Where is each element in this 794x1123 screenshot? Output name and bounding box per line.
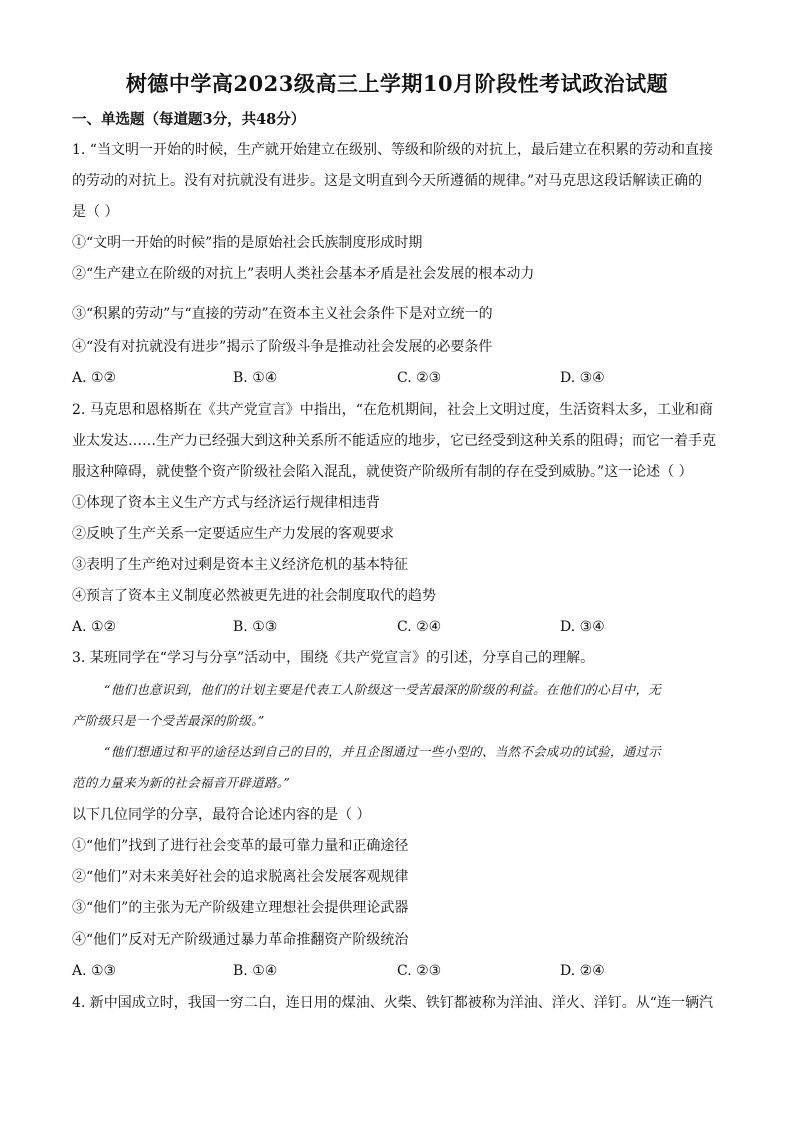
q2-statement-1: ①体现了资本主义生产方式与经济运行规律相违背 xyxy=(72,495,380,511)
q1-statement-1: ①“文明一开始的时候”指的是原始社会氏族制度形成时期 xyxy=(72,235,423,251)
q2-stem-line-1: 2. 马克思和恩格斯在《共产党宣言》中指出，“在危机期间，社会上文明过度，生活资料太多，工业和商 xyxy=(72,402,713,418)
q1-statement-2: ②“生产建立在阶级的对抗上”表明人类社会基本矛盾是社会发展的根本动力 xyxy=(72,266,535,282)
q3-stem: 3. 某班同学在“学习与分享”活动中，围绕《共产党宣言》的引述，分享自己的理解。 xyxy=(72,650,595,666)
page-title: 树德中学高2023级高三上学期10月阶段性考试政治试题 xyxy=(125,71,669,96)
q1-stem-line-1: 1. “当文明一开始的时候，生产就开始建立在级别、等级和阶级的对抗上，最后建立在积累的劳动和直接 xyxy=(72,142,713,158)
q2-option-b[interactable]: B. ①③ xyxy=(233,619,278,635)
q3-quote-1-line-2: 产阶级只是一个受苦最深的阶级。” xyxy=(72,713,265,728)
q2-stem-line-3: 服这种障碍，就使整个资产阶级社会陷入混乱，就使资产阶级所有制的存在受到威胁。”这一论述（ ） xyxy=(72,464,693,480)
q2-option-d[interactable]: D. ③④ xyxy=(560,619,605,635)
q3-option-c[interactable]: C. ②③ xyxy=(397,963,442,979)
q2-option-c[interactable]: C. ②④ xyxy=(397,619,442,635)
q3-prompt: 以下几位同学的分享，最符合论述内容的是（ ） xyxy=(72,807,371,823)
q1-option-a[interactable]: A. ①② xyxy=(72,370,117,386)
q1-option-d[interactable]: D. ③④ xyxy=(560,370,605,386)
q1-option-c[interactable]: C. ②③ xyxy=(397,370,442,386)
q3-option-d[interactable]: D. ②④ xyxy=(560,963,605,979)
q3-statement-2: ②“他们”对未来美好社会的追求脱离社会发展客观规律 xyxy=(72,869,409,885)
q1-statement-4: ④“没有对抗就没有进步”揭示了阶级斗争是推动社会发展的必要条件 xyxy=(72,339,493,355)
q1-stem-line-3: 是（ ） xyxy=(72,204,119,220)
q1-stem-line-2: 的劳动的对抗上。没有对抗就没有进步。这是文明直到今天所遵循的规律。”对马克思这段话解读正确的 xyxy=(72,173,703,189)
q3-quote-2-line-2: 范的力量来为新的社会福音开辟道路。” xyxy=(72,775,291,790)
q3-statement-4: ④“他们”反对无产阶级通过暴力革命推翻资产阶级统治 xyxy=(72,932,409,948)
q2-statement-4: ④预言了资本主义制度必然被更先进的社会制度取代的趋势 xyxy=(72,588,436,604)
q2-statement-3: ③表明了生产绝对过剩是资本主义经济危机的基本特征 xyxy=(72,557,408,573)
q2-statement-2: ②反映了生产关系一定要适应生产力发展的客观要求 xyxy=(72,526,394,542)
q3-statement-3: ③“他们”的主张为无产阶级建立理想社会提供理论武器 xyxy=(72,900,409,916)
q3-option-a[interactable]: A. ①③ xyxy=(72,963,117,979)
q2-stem-line-2: 业太发达……生产力已经强大到这种关系所不能适应的地步，它已经受到这种关系的阻碍；而它一着手克 xyxy=(72,433,716,449)
q1-option-b[interactable]: B. ①④ xyxy=(233,370,278,386)
q3-quote-2-line-1: “他们想通过和平的途径达到自己的目的，并且企图通过一些小型的、当然不会成功的试验，通过示 xyxy=(104,744,662,759)
q3-statement-1: ①“他们”找到了进行社会变革的最可靠力量和正确途径 xyxy=(72,838,409,854)
q3-option-b[interactable]: B. ①④ xyxy=(233,963,278,979)
q4-stem-line-1: 4. 新中国成立时，我国一穷二白，连日用的煤油、火柴、铁钉都被称为洋油、洋火、洋钉。从“连一辆汽 xyxy=(72,995,713,1011)
q3-quote-1-line-1: “他们也意识到，他们的计划主要是代表工人阶级这一受苦最深的阶级的利益。在他们的心目中，无 xyxy=(104,682,662,697)
q1-statement-3: ③“积累的劳动”与“直接的劳动”在资本主义社会条件下是对立统一的 xyxy=(72,306,493,322)
q2-option-a[interactable]: A. ①② xyxy=(72,619,117,635)
section-heading: 一、单选题（每道题3分，共48分） xyxy=(72,111,306,128)
